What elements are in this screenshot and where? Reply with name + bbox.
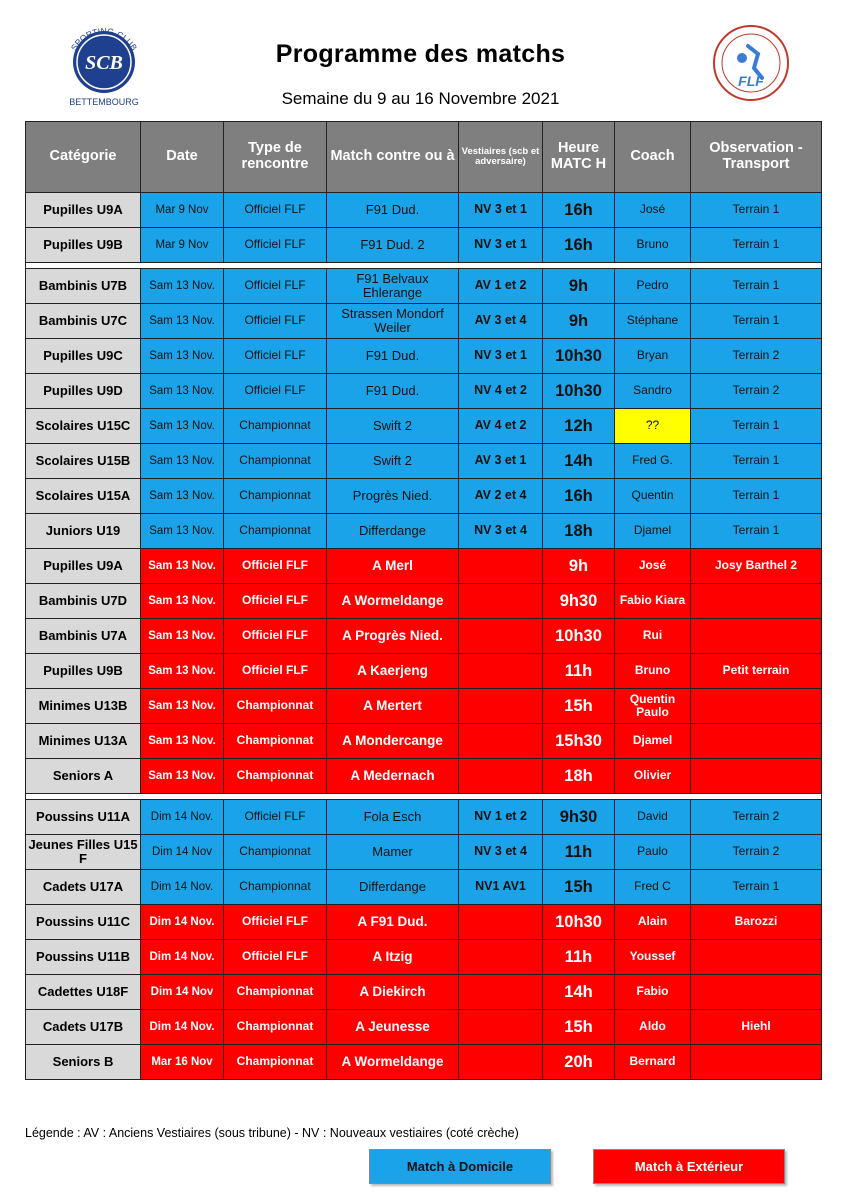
vestiaires-cell: NV 3 et 1 — [459, 228, 543, 263]
match-cell: F91 Dud. — [327, 339, 459, 374]
table-row — [26, 479, 822, 514]
date-cell: Sam 13 Nov. — [141, 304, 224, 339]
date-cell: Sam 13 Nov. — [141, 339, 224, 374]
category-cell: Cadets U17B — [26, 1010, 141, 1045]
category-cell: Poussins U11C — [26, 905, 141, 940]
match-cell: A Wormeldange — [327, 1045, 459, 1080]
match-cell: A Merl — [327, 549, 459, 584]
category-cell: Scolaires U15B — [26, 444, 141, 479]
coach-cell: Paulo — [615, 835, 691, 870]
observation-cell — [691, 584, 822, 619]
category-cell: Pupilles U9B — [26, 228, 141, 263]
vestiaires-cell — [459, 619, 543, 654]
category-cell: Cadettes U18F — [26, 975, 141, 1010]
match-cell: A Kaerjeng — [327, 654, 459, 689]
date-cell: Sam 13 Nov. — [141, 549, 224, 584]
table-row — [26, 940, 822, 975]
coach-cell: Sandro — [615, 374, 691, 409]
date-cell: Mar 9 Nov — [141, 228, 224, 263]
vestiaires-cell — [459, 689, 543, 724]
match-cell: A Diekirch — [327, 975, 459, 1010]
date-cell: Sam 13 Nov. — [141, 724, 224, 759]
date-cell: Sam 13 Nov. — [141, 689, 224, 724]
table-row — [26, 975, 822, 1010]
hour-cell: 11h — [543, 940, 615, 975]
observation-cell: Terrain 1 — [691, 409, 822, 444]
match-cell: A Mondercange — [327, 724, 459, 759]
col-header-categorie: Catégorie — [26, 122, 141, 193]
category-cell: Poussins U11A — [26, 800, 141, 835]
type-cell: Championnat — [224, 444, 327, 479]
vestiaires-cell: AV 4 et 2 — [459, 409, 543, 444]
vestiaires-cell: NV 3 et 4 — [459, 835, 543, 870]
match-cell: A Mertert — [327, 689, 459, 724]
hour-cell: 15h — [543, 689, 615, 724]
vestiaires-cell: NV 1 et 2 — [459, 800, 543, 835]
date-cell: Sam 13 Nov. — [141, 479, 224, 514]
observation-cell: Terrain 1 — [691, 269, 822, 304]
date-cell: Dim 14 Nov — [141, 835, 224, 870]
coach-cell: Fabio Kiara — [615, 584, 691, 619]
observation-cell: Josy Barthel 2 — [691, 549, 822, 584]
legend-text: Légende : AV : Anciens Vestiaires (sous tribune) - NV : Nouveaux vestiaires (coté crèche) — [25, 1126, 519, 1140]
coach-cell: Rui — [615, 619, 691, 654]
vestiaires-cell — [459, 724, 543, 759]
type-cell: Officiel FLF — [224, 584, 327, 619]
category-cell: Pupilles U9B — [26, 654, 141, 689]
type-cell: Officiel FLF — [224, 193, 327, 228]
hour-cell: 9h — [543, 549, 615, 584]
hour-cell: 18h — [543, 759, 615, 794]
coach-cell: Fred C — [615, 870, 691, 905]
category-cell: Poussins U11B — [26, 940, 141, 975]
hour-cell: 11h — [543, 654, 615, 689]
category-cell: Bambinis U7C — [26, 304, 141, 339]
category-cell: Pupilles U9D — [26, 374, 141, 409]
type-cell: Championnat — [224, 724, 327, 759]
category-cell: Seniors A — [26, 759, 141, 794]
type-cell: Championnat — [224, 514, 327, 549]
observation-cell: Barozzi — [691, 905, 822, 940]
table-row — [26, 905, 822, 940]
col-header-date: Date — [141, 122, 224, 193]
category-cell: Minimes U13B — [26, 689, 141, 724]
category-cell: Minimes U13A — [26, 724, 141, 759]
category-cell: Scolaires U15C — [26, 409, 141, 444]
hour-cell: 15h — [543, 1010, 615, 1045]
hour-cell: 11h — [543, 835, 615, 870]
type-cell: Championnat — [224, 975, 327, 1010]
match-cell: F91 Dud. — [327, 374, 459, 409]
table-row — [26, 514, 822, 549]
observation-cell — [691, 619, 822, 654]
table-row — [26, 193, 822, 228]
table-row — [26, 339, 822, 374]
observation-cell: Terrain 1 — [691, 479, 822, 514]
observation-cell: Terrain 2 — [691, 835, 822, 870]
coach-cell: Bruno — [615, 228, 691, 263]
observation-cell — [691, 724, 822, 759]
coach-cell: David — [615, 800, 691, 835]
page-title: Programme des matchs — [275, 40, 566, 68]
date-cell: Dim 14 Nov. — [141, 800, 224, 835]
type-cell: Officiel FLF — [224, 339, 327, 374]
observation-cell: Terrain 2 — [691, 374, 822, 409]
match-cell: A Itzig — [327, 940, 459, 975]
hour-cell: 14h — [543, 444, 615, 479]
coach-cell: José — [615, 549, 691, 584]
club-logo-top-text: SPORTING-CLUB — [68, 25, 140, 53]
observation-cell: Terrain 1 — [691, 193, 822, 228]
table-row — [26, 228, 822, 263]
category-cell: Scolaires U15A — [26, 479, 141, 514]
col-header-coach: Coach — [615, 122, 691, 193]
table-row — [26, 549, 822, 584]
col-header-observation: Observation - Transport — [691, 122, 822, 193]
date-cell: Dim 14 Nov. — [141, 905, 224, 940]
match-cell: F91 Dud. — [327, 193, 459, 228]
table-row — [26, 870, 822, 905]
coach-cell: Djamel — [615, 514, 691, 549]
hour-cell: 9h30 — [543, 800, 615, 835]
coach-cell: Olivier — [615, 759, 691, 794]
vestiaires-cell — [459, 975, 543, 1010]
table-row — [26, 759, 822, 794]
match-cell: Fola Esch — [327, 800, 459, 835]
coach-cell: Djamel — [615, 724, 691, 759]
type-cell: Officiel FLF — [224, 940, 327, 975]
match-cell: F91 Dud. 2 — [327, 228, 459, 263]
coach-cell: Bernard — [615, 1045, 691, 1080]
vestiaires-cell: NV 3 et 1 — [459, 339, 543, 374]
date-cell: Sam 13 Nov. — [141, 374, 224, 409]
observation-cell: Terrain 2 — [691, 339, 822, 374]
observation-cell — [691, 1045, 822, 1080]
date-cell: Sam 13 Nov. — [141, 409, 224, 444]
vestiaires-cell: NV 3 et 4 — [459, 514, 543, 549]
hour-cell: 20h — [543, 1045, 615, 1080]
col-header-heure: Heure MATC H — [543, 122, 615, 193]
home-match-legend-button: Match à Domicile — [369, 1149, 551, 1184]
hour-cell: 9h — [543, 304, 615, 339]
vestiaires-cell: NV 4 et 2 — [459, 374, 543, 409]
category-cell: Pupilles U9C — [26, 339, 141, 374]
observation-cell: Terrain 1 — [691, 870, 822, 905]
type-cell: Championnat — [224, 835, 327, 870]
category-cell: Pupilles U9A — [26, 549, 141, 584]
vestiaires-cell — [459, 584, 543, 619]
type-cell: Championnat — [224, 479, 327, 514]
date-cell: Sam 13 Nov. — [141, 759, 224, 794]
vestiaires-cell: NV 3 et 1 — [459, 193, 543, 228]
hour-cell: 10h30 — [543, 339, 615, 374]
coach-cell: Quentin Paulo — [615, 689, 691, 724]
coach-cell: Fabio — [615, 975, 691, 1010]
col-header-match: Match contre ou à — [327, 122, 459, 193]
date-cell: Sam 13 Nov. — [141, 444, 224, 479]
hour-cell: 14h — [543, 975, 615, 1010]
table-row — [26, 619, 822, 654]
type-cell: Championnat — [224, 759, 327, 794]
match-cell: F91 Belvaux Ehlerange — [327, 269, 459, 304]
vestiaires-cell — [459, 905, 543, 940]
hour-cell: 15h — [543, 870, 615, 905]
hour-cell: 16h — [543, 228, 615, 263]
coach-cell: Alain — [615, 905, 691, 940]
date-cell: Dim 14 Nov. — [141, 1010, 224, 1045]
match-cell: A Medernach — [327, 759, 459, 794]
vestiaires-cell: AV 1 et 2 — [459, 269, 543, 304]
match-cell: Swift 2 — [327, 409, 459, 444]
table-row — [26, 1010, 822, 1045]
table-row — [26, 1045, 822, 1080]
type-cell: Officiel FLF — [224, 228, 327, 263]
vestiaires-cell: AV 3 et 4 — [459, 304, 543, 339]
observation-cell: Terrain 1 — [691, 304, 822, 339]
date-cell: Dim 14 Nov. — [141, 940, 224, 975]
category-cell: Jeunes Filles U15 F — [26, 835, 141, 870]
match-cell: Strassen Mondorf Weiler — [327, 304, 459, 339]
coach-cell: Pedro — [615, 269, 691, 304]
date-cell: Sam 13 Nov. — [141, 514, 224, 549]
match-cell: A Wormeldange — [327, 584, 459, 619]
table-row — [26, 374, 822, 409]
type-cell: Championnat — [224, 1010, 327, 1045]
match-cell: Mamer — [327, 835, 459, 870]
observation-cell: Terrain 1 — [691, 228, 822, 263]
table-row — [26, 654, 822, 689]
table-row — [26, 409, 822, 444]
observation-cell — [691, 975, 822, 1010]
observation-cell: Terrain 1 — [691, 444, 822, 479]
observation-cell: Hiehl — [691, 1010, 822, 1045]
club-logo-bottom-text: BETTEMBOURG — [69, 97, 139, 107]
vestiaires-cell — [459, 549, 543, 584]
category-cell: Bambinis U7B — [26, 269, 141, 304]
table-row — [26, 269, 822, 304]
page-subtitle: Semaine du 9 au 16 Novembre 2021 — [281, 89, 560, 108]
type-cell: Officiel FLF — [224, 269, 327, 304]
vestiaires-cell: AV 2 et 4 — [459, 479, 543, 514]
table-row — [26, 724, 822, 759]
match-cell: Swift 2 — [327, 444, 459, 479]
date-cell: Mar 16 Nov — [141, 1045, 224, 1080]
coach-cell: Stéphane — [615, 304, 691, 339]
coach-cell: Aldo — [615, 1010, 691, 1045]
category-cell: Juniors U19 — [26, 514, 141, 549]
type-cell: Officiel FLF — [224, 654, 327, 689]
hour-cell: 16h — [543, 193, 615, 228]
table-row — [26, 835, 822, 870]
col-header-vestiaires: Vestiaires (scb et adversaire) — [459, 122, 543, 193]
hour-cell: 16h — [543, 479, 615, 514]
date-cell: Sam 13 Nov. — [141, 584, 224, 619]
type-cell: Officiel FLF — [224, 374, 327, 409]
vestiaires-cell — [459, 654, 543, 689]
match-cell: Progrès Nied. — [327, 479, 459, 514]
hour-cell: 12h — [543, 409, 615, 444]
table-row — [26, 304, 822, 339]
col-header-type: Type de rencontre — [224, 122, 327, 193]
observation-cell — [691, 940, 822, 975]
category-cell: Bambinis U7D — [26, 584, 141, 619]
table-row — [26, 444, 822, 479]
type-cell: Officiel FLF — [224, 619, 327, 654]
type-cell: Officiel FLF — [224, 304, 327, 339]
table-header-row — [26, 122, 822, 193]
date-cell: Dim 14 Nov. — [141, 870, 224, 905]
date-cell: Mar 9 Nov — [141, 193, 224, 228]
hour-cell: 18h — [543, 514, 615, 549]
hour-cell: 9h30 — [543, 584, 615, 619]
match-cell: A Jeunesse — [327, 1010, 459, 1045]
hour-cell: 15h30 — [543, 724, 615, 759]
vestiaires-cell — [459, 1010, 543, 1045]
vestiaires-cell: AV 3 et 1 — [459, 444, 543, 479]
match-cell: A Progrès Nied. — [327, 619, 459, 654]
match-cell: Differdange — [327, 870, 459, 905]
coach-cell: José — [615, 193, 691, 228]
category-cell: Cadets U17A — [26, 870, 141, 905]
type-cell: Officiel FLF — [224, 549, 327, 584]
type-cell: Championnat — [224, 1045, 327, 1080]
hour-cell: 10h30 — [543, 619, 615, 654]
observation-cell — [691, 689, 822, 724]
date-cell: Dim 14 Nov — [141, 975, 224, 1010]
coach-cell: Bruno — [615, 654, 691, 689]
observation-cell: Petit terrain — [691, 654, 822, 689]
date-cell: Sam 13 Nov. — [141, 269, 224, 304]
date-cell: Sam 13 Nov. — [141, 619, 224, 654]
observation-cell: Terrain 2 — [691, 800, 822, 835]
hour-cell: 10h30 — [543, 374, 615, 409]
table-row — [26, 689, 822, 724]
hour-cell: 9h — [543, 269, 615, 304]
table-row — [26, 800, 822, 835]
vestiaires-cell — [459, 940, 543, 975]
vestiaires-cell — [459, 1045, 543, 1080]
flf-logo-text: FLF — [738, 73, 764, 89]
observation-cell — [691, 759, 822, 794]
type-cell: Championnat — [224, 870, 327, 905]
date-cell: Sam 13 Nov. — [141, 654, 224, 689]
coach-cell: Fred G. — [615, 444, 691, 479]
match-cell: A F91 Dud. — [327, 905, 459, 940]
type-cell: Championnat — [224, 689, 327, 724]
type-cell: Championnat — [224, 409, 327, 444]
observation-cell: Terrain 1 — [691, 514, 822, 549]
coach-cell: Quentin — [615, 479, 691, 514]
coach-cell: Bryan — [615, 339, 691, 374]
coach-cell: ?? — [615, 409, 691, 444]
type-cell: Officiel FLF — [224, 800, 327, 835]
away-match-legend-button: Match à Extérieur — [593, 1149, 785, 1184]
vestiaires-cell — [459, 759, 543, 794]
table-row — [26, 584, 822, 619]
vestiaires-cell: NV1 AV1 — [459, 870, 543, 905]
club-logo-monogram: SCB — [85, 52, 123, 74]
category-cell: Seniors B — [26, 1045, 141, 1080]
schedule-body — [26, 193, 822, 1080]
coach-cell: Youssef — [615, 940, 691, 975]
category-cell: Pupilles U9A — [26, 193, 141, 228]
category-cell: Bambinis U7A — [26, 619, 141, 654]
type-cell: Officiel FLF — [224, 905, 327, 940]
match-schedule-table — [25, 121, 822, 1080]
hour-cell: 10h30 — [543, 905, 615, 940]
match-cell: Differdange — [327, 514, 459, 549]
